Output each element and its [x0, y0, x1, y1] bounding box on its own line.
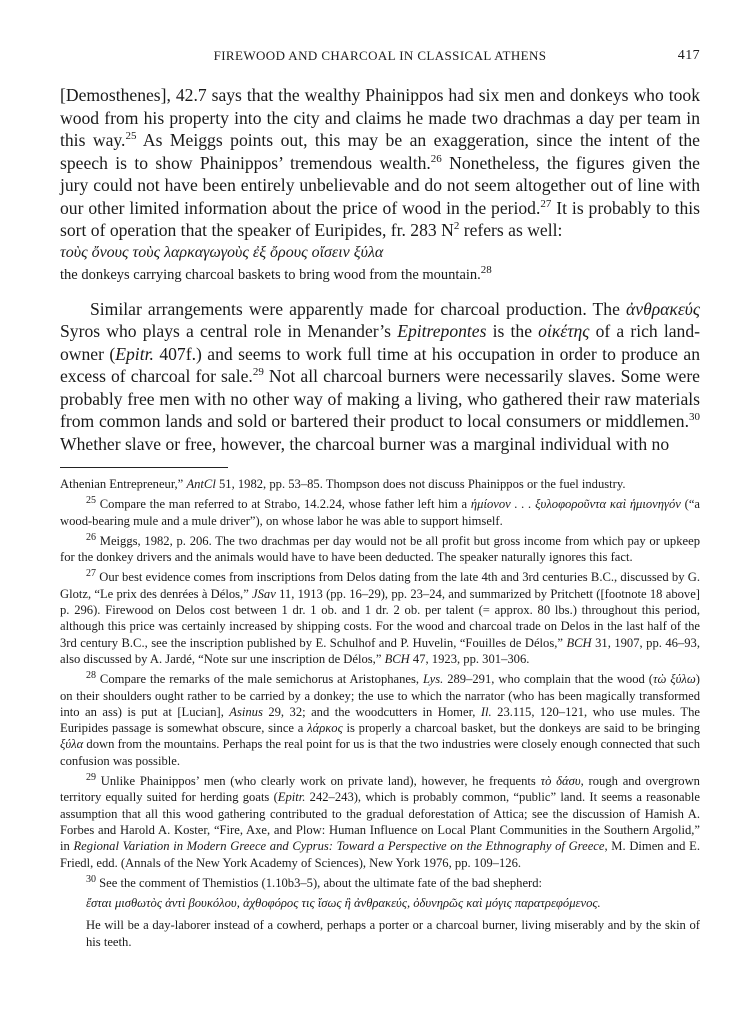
main-text: [60, 84, 700, 455]
note-text: ) on their shoulders ought rather to be carried by a donkey; the use to which the narrator (who has been magically transformed into an ass) is put at [Lucian],: [60, 672, 700, 719]
body-text-span: It is probably to this sort of operation that the speaker of Euripides, fr. 283 N: [60, 197, 700, 240]
body-text-span: is the: [486, 321, 539, 341]
footnote-number: 28: [86, 670, 96, 682]
footnote-number: 27: [86, 568, 96, 580]
note-text: (“a wood-bearing mule and a mule driver”), on whose labor he was able to support himself.: [60, 497, 700, 528]
note-italic: BCH: [566, 635, 592, 650]
italic-abbrev: Epitr.: [115, 343, 154, 364]
body-text-span: [Demosthenes], 42.7 says that the wealthy Phainippos had six men and donkeys who took wood from his property into the city and claims he made two drachmas a day per team in this way.: [60, 85, 700, 150]
body-text-span: As Meiggs points out, this may be an exaggeration, since the intent of the speech is to show Phainippos’ tremendous wealth.: [60, 130, 700, 173]
body-text-span: Similar arrangements were apparently made for charcoal production. The: [90, 298, 627, 319]
body-text-span: 407f.) and seems to work full time at his occupation in order to produce an excess of charcoal for sale.: [60, 343, 700, 386]
greek-term: ἀνθρακεύς: [626, 298, 700, 319]
footnote-26: [60, 533, 700, 566]
footnote-ref: 25: [125, 130, 137, 143]
note-text: 31, 1907, pp. 46–93, also discussed by A. Jardé, “Note sur une inscription de Délos,”: [60, 635, 700, 666]
italic-title: Epitrepontes: [397, 321, 487, 341]
footnote-ref: 28: [480, 263, 492, 276]
greek-term: οἰκέτης: [538, 321, 590, 341]
page: [60, 44, 700, 954]
footnote-27: [60, 569, 700, 667]
running-title: FIREWOOD AND CHARCOAL IN CLASSICAL ATHENS: [213, 48, 547, 63]
superscript: 2: [453, 220, 460, 233]
note-greek: λάρκος: [307, 721, 343, 736]
greek-quotation: τοὺς ὄνους τοὺς λαρκαγωγοὺς ἐξ ὄρους οἴσειν ξύλα: [60, 243, 384, 261]
footnote-ref: 27: [540, 197, 552, 210]
page-number: 417: [677, 48, 700, 63]
body-text-span: Syros who plays a central role in Menander’s: [60, 321, 398, 341]
note-text: Compare the man referred to at Strabo, 14.2.24, whose father left him a: [96, 497, 471, 512]
note-italic: JSav: [252, 586, 276, 601]
note-text: 51, 1982, pp. 53–85. Thompson does not discuss Phainippos or the fuel industry.: [215, 477, 626, 491]
note-greek: ξύλα: [60, 737, 84, 752]
note-text: 11, 1913 (pp. 16–29), pp. 23–24, and summarized by Pritchett ([footnote 18 above] p. 296). Firewood on Delos cost between 1 dr. 1 ob. and 1 dr. 2 ob. per talent (= approx. 80 lbs.) throughout this period, although this price was certainly increased by shipping costs. For the wood and charcoal trade on Delos in the last half of the 3rd century B.C., see the inscription published by E. Schulhof and P. Huvelin, “Fouilles de Délos,”: [60, 586, 700, 650]
note-italic: Asinus: [229, 704, 263, 719]
body-text-span: refers as well:: [459, 220, 563, 240]
note-italic: Regional Variation in Modern Greece and Cyprus: Toward a Perspective on the Ethnography of Greece: [73, 839, 605, 854]
note-text: Unlike Phainippos’ men (who clearly work on private land), however, he frequents: [96, 774, 541, 789]
body-text-span: Nonetheless, the figures given the jury could not have been entirely unbelievable and do not seem altogether out of line with our other limited information about the price of wood in the period.: [60, 152, 700, 218]
footnote-30-greek: ἔσται μισθωτὸς ἀντὶ βουκόλου, ἀχθοφόρος τις ἴσως ἢ ἀνθρακεύς, ὀδυνηρῶς καὶ μόγις παρατρεφόμενος.: [86, 896, 601, 911]
note-italic: AntCl: [186, 477, 216, 491]
footnote-30: [60, 875, 700, 891]
note-text: See the comment of Themistios (1.10b3–5), about the ultimate fate of the bad shepherd:: [96, 875, 543, 890]
quotation-translation: [60, 264, 700, 286]
note-text: down from the mountains. Perhaps the real point for us is that the two industries were closely enough connected that such confusion was possible.: [60, 737, 700, 768]
footnotes: [60, 476, 700, 950]
body-paragraph-1: [60, 84, 700, 242]
note-text: 289–291, who complain that the wood (: [443, 672, 653, 687]
footnote-29: [60, 773, 700, 871]
body-text-span: of a rich land-owner (: [60, 321, 701, 364]
footnote-ref: 29: [252, 366, 264, 379]
footnote-30-translation: He will be a day-laborer instead of a cowherd, perhaps a porter or a charcoal burner, living miserably and by the skin of his teeth.: [86, 918, 700, 949]
note-text: Our best evidence comes from inscriptions from Delos dating from the late 4th and 3rd centuries B.C., discussed by G. Glotz, “Le prix des denrées à Délos,”: [60, 570, 700, 601]
translation-text: the donkeys carrying charcoal baskets to bring wood from the mountain.: [60, 266, 481, 283]
note-italic: Il.: [480, 704, 492, 719]
footnote-divider: [60, 467, 228, 468]
note-italic: Epitr.: [277, 790, 306, 805]
note-greek: τὼ ξύλω: [652, 672, 696, 687]
footnote-ref: 30: [689, 411, 700, 424]
note-text: 242–243), which is probably common, “public” land. It seems a reasonable assumption that all this wood gathering contributed to the gradual deforestation of Attica; see the discussion of Hamish A. Forbes and Harold A. Koster, “Fire, Axe, and Plow: Human Influence on Local Plant Communities in the Southern Argolid,” in: [60, 790, 701, 854]
note-text: Compare the remarks of the male semichorus at Aristophanes,: [96, 672, 423, 687]
note-greek: ἡμίονον . . . ξυλοφοροῦντα καὶ ἡμιονηγόν: [470, 497, 681, 512]
note-text: Athenian Entrepreneur,”: [60, 477, 187, 491]
note-text: 47, 1923, pp. 301–306.: [409, 651, 530, 666]
footnote-number: 29: [86, 771, 96, 783]
note-text: , rough and overgrown territory equally suited for herding goats (: [60, 774, 700, 805]
footnote-number: 26: [86, 531, 96, 543]
note-text: , M. Dimen and E. Friedl, edd. (Annals of the New York Academy of Sciences), New York 1976, pp. 109–126.: [60, 839, 700, 870]
footnote-number: 25: [86, 495, 96, 507]
body-paragraph-2: [60, 298, 700, 456]
running-head: [60, 44, 700, 66]
footnote-continuation: [60, 476, 700, 492]
footnote-28: [60, 671, 700, 769]
body-text-span: Whether slave or free, however, the charcoal burner was a marginal individual with no: [60, 433, 670, 454]
note-italic: Lys.: [423, 672, 444, 687]
note-italic: BCH: [384, 651, 410, 666]
note-text: 29, 32; and the woodcutters in Homer,: [262, 704, 481, 719]
footnote-number: 30: [86, 873, 96, 885]
body-text-span: Not all charcoal burners were necessarily slaves. Some were probably free men with no other way of making a living, who gathered their raw materials from common lands and sold or bartered their product to local consumers or middlemen.: [60, 366, 700, 431]
note-text: Meiggs, 1982, p. 206. The two drachmas per day would not be all profit but gross income from which pay or upkeep for the donkey drivers and the animals would have to have been deducted. The speaker naturally ignores this fact.: [60, 533, 700, 565]
note-greek: τὸ δάσυ: [540, 774, 581, 789]
footnote-ref: 26: [430, 152, 442, 165]
footnote-25: [60, 496, 700, 529]
note-text: is properly a charcoal basket, but the donkeys are said to be bringing: [342, 721, 700, 736]
note-text: 23.115, 120–121, who use mules. The Euripides passage is somewhat obscure, since a: [60, 704, 700, 736]
